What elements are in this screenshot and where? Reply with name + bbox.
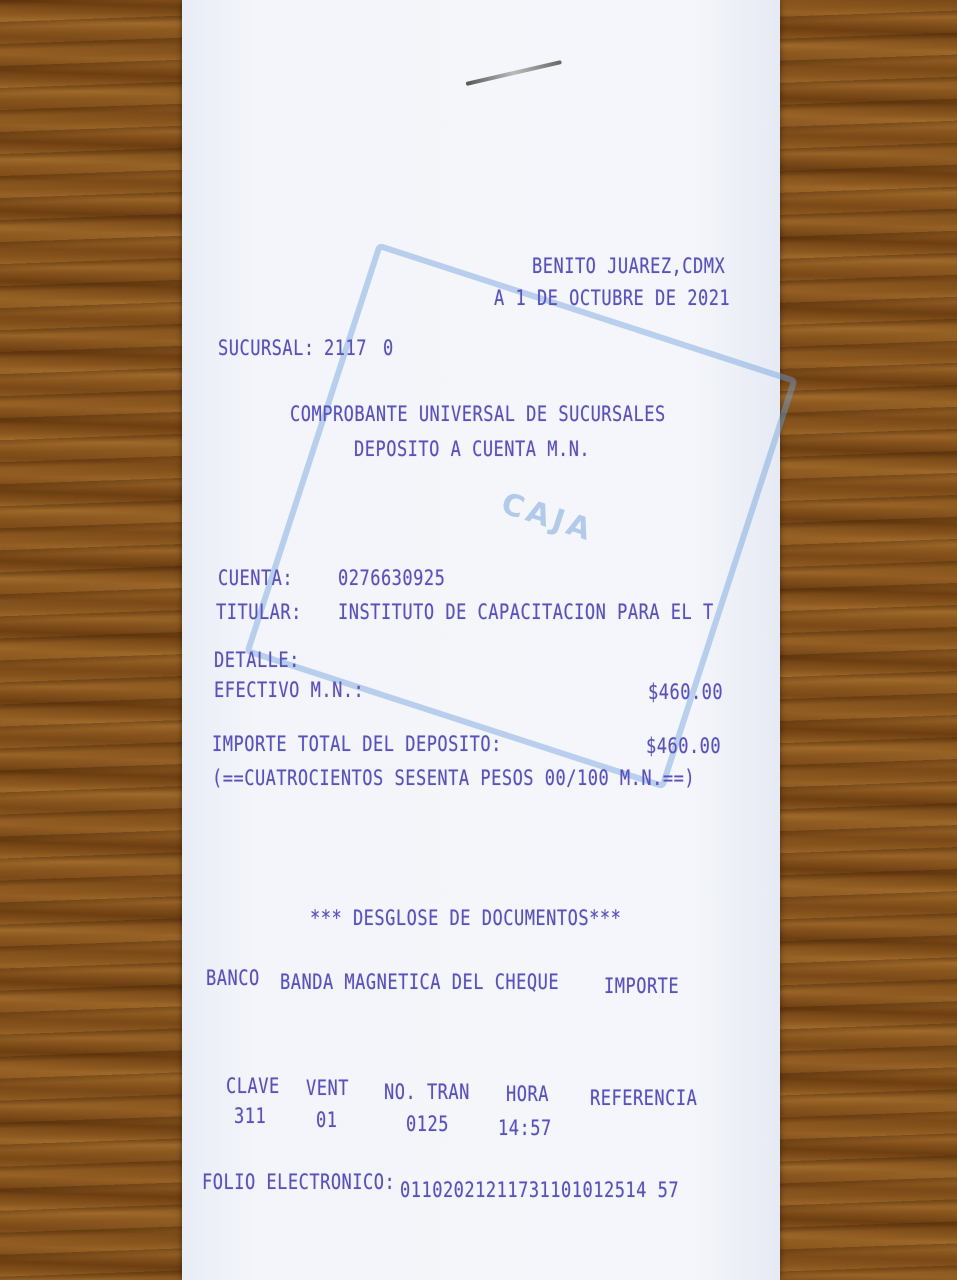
sucursal-value: 2117: [324, 336, 367, 361]
sucursal-label: SUCURSAL:: [218, 336, 315, 361]
sucursal-suffix: 0: [383, 336, 394, 361]
header-city: BENITO JUAREZ,CDMX: [532, 254, 726, 279]
value-no-tran: 0125: [406, 1112, 449, 1137]
cuenta-label: CUENTA:: [218, 566, 294, 591]
cuenta-value: 0276630925: [338, 566, 446, 591]
header-vent: VENT: [306, 1076, 349, 1101]
detalle-label: DETALLE:: [214, 648, 300, 673]
value-clave: 311: [234, 1104, 267, 1129]
header-hora: HORA: [506, 1082, 549, 1107]
receipt-title: COMPROBANTE UNIVERSAL DE SUCURSALES: [290, 402, 666, 427]
documents-heading: *** DESGLOSE DE DOCUMENTOS***: [310, 906, 622, 931]
header-date: A 1 DE OCTUBRE DE 2021: [494, 286, 731, 311]
titular-value: INSTITUTO DE CAPACITACION PARA EL T: [338, 600, 714, 625]
bank-stamp-text: CAJA: [496, 486, 599, 549]
amount-in-words: (==CUATROCIENTOS SESENTA PESOS 00/100 M.N.==): [212, 766, 696, 791]
value-vent: 01: [316, 1108, 338, 1133]
col-banco: BANCO: [206, 966, 260, 991]
titular-label: TITULAR:: [216, 600, 302, 625]
folio-label: FOLIO ELECTRONICO:: [202, 1170, 396, 1195]
header-referencia: REFERENCIA: [590, 1086, 698, 1111]
receipt-subtitle: DEPOSITO A CUENTA M.N.: [354, 437, 591, 462]
col-banda: BANDA MAGNETICA DEL CHEQUE: [280, 970, 560, 995]
col-importe: IMPORTE: [604, 974, 680, 999]
header-no-tran: NO. TRAN: [384, 1080, 470, 1105]
total-label: IMPORTE TOTAL DEL DEPOSITO:: [212, 732, 502, 757]
efectivo-label: EFECTIVO M.N.:: [214, 678, 365, 703]
efectivo-value: $460.00: [648, 680, 724, 705]
total-value: $460.00: [646, 734, 722, 759]
value-hora: 14:57: [498, 1116, 552, 1141]
folio-value: 01102021211731101012514 57: [400, 1178, 680, 1203]
header-clave: CLAVE: [226, 1074, 280, 1099]
